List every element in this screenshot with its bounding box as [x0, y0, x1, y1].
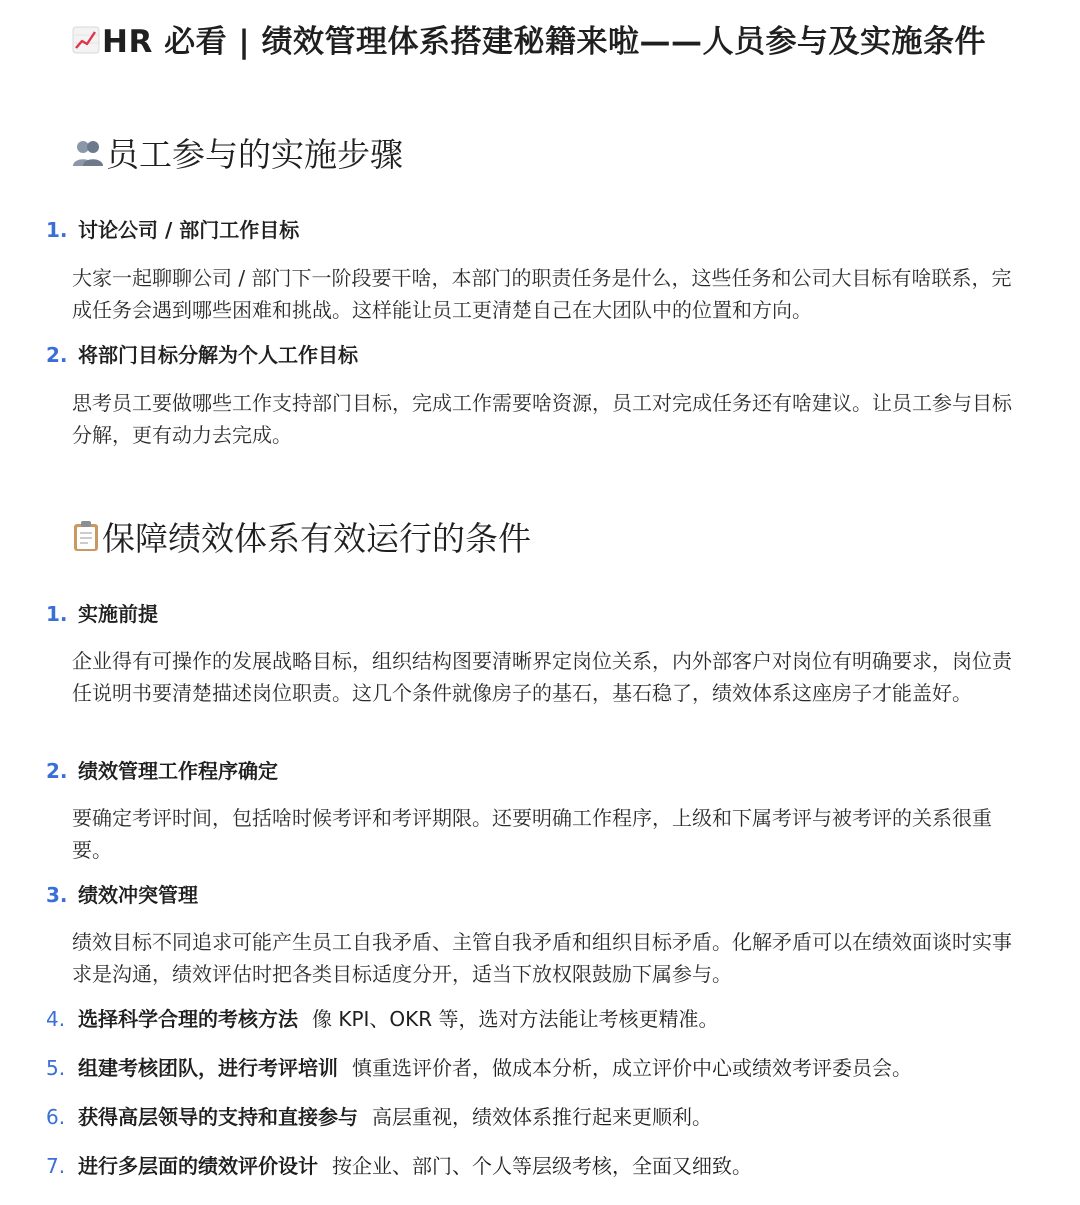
list-item-inline-text: 慎重选评价者，做成本分析，成立评价中心或绩效考评委员会。: [352, 1056, 912, 1080]
list-number: 7.: [46, 1154, 66, 1178]
list-item-title: 绩效冲突管理: [78, 883, 198, 907]
section-heading-text: 保障绩效体系有效运行的条件: [102, 519, 531, 558]
list-number: 1.: [46, 602, 68, 626]
list-item-title: 将部门目标分解为个人工作目标: [78, 343, 358, 367]
list-item-title: 获得高层领导的支持和直接参与: [78, 1105, 358, 1129]
section-heading-participation: [72, 132, 403, 180]
list-item-header: [46, 216, 299, 244]
list-item-title: 进行多层面的绩效评价设计: [78, 1154, 318, 1178]
list-item-body: 绩效目标不同追求可能产生员工自我矛盾、主管自我矛盾和组织目标矛盾。化解矛盾可以在绩效面谈时实事求是沟通，绩效评估时把各类目标适度分开，适当下放权限鼓励下属参与。: [72, 930, 1012, 986]
list-item-body: 大家一起聊聊公司 / 部门下一阶段要干啥，本部门的职责任务是什么，这些任务和公司大目标有啥联系，完成任务会遇到哪些困难和挑战。这样能让员工更清楚自己在大团队中的位置和方向。: [72, 266, 1012, 322]
list-number: 1.: [46, 218, 68, 242]
list-item-header: [46, 1005, 719, 1033]
list-item-header: [46, 881, 198, 909]
list-item-body: 企业得有可操作的发展战略目标，组织结构图要清晰界定岗位关系，内外部客户对岗位有明确要求，岗位责任说明书要清楚描述岗位职责。这几个条件就像房子的基石，基石稳了，绩效体系这座房子才能盖好。: [72, 649, 1012, 705]
list-item-body: 思考员工要做哪些工作支持部门目标，完成工作需要啥资源，员工对完成任务还有啥建议。让员工参与目标分解，更有动力去完成。: [72, 391, 1012, 447]
list-item-header: [46, 600, 158, 628]
list-item-title: 绩效管理工作程序确定: [78, 759, 278, 783]
list-item-inline-text: 高层重视，绩效体系推行起来更顺利。: [372, 1105, 712, 1129]
list-number: 3.: [46, 883, 68, 907]
list-item-inline-text: 像 KPI、OKR 等，选对方法能让考核更精准。: [312, 1007, 719, 1031]
list-number: 2.: [46, 343, 68, 367]
list-item-header: [46, 1054, 912, 1082]
list-number: 4.: [46, 1007, 66, 1031]
list-item-title: 实施前提: [78, 602, 158, 626]
people-icon: [72, 134, 104, 180]
list-item-inline-text: 按企业、部门、个人等层级考核，全面又细致。: [332, 1154, 752, 1178]
list-number: 5.: [46, 1056, 66, 1080]
clipboard-icon: [72, 518, 100, 564]
list-item-title: 讨论公司 / 部门工作目标: [78, 218, 300, 242]
list-item-body: 要确定考评时间，包括啥时候考评和考评期限。还要明确工作程序，上级和下属考评与被考评的关系很重要。: [72, 806, 992, 862]
list-number: 2.: [46, 759, 68, 783]
list-item-title: 选择科学合理的考核方法: [78, 1007, 298, 1031]
list-item-title: 组建考核团队，进行考评培训: [78, 1056, 338, 1080]
list-item-header: [46, 1103, 712, 1131]
title-text: HR 必看 | 绩效管理体系搭建秘籍来啦——人员参与及实施条件: [102, 24, 987, 60]
list-item-header: [46, 341, 358, 369]
section-heading-text: 员工参与的实施步骤: [106, 135, 403, 174]
list-number: 6.: [46, 1105, 66, 1129]
chart-increasing-icon: [72, 22, 100, 66]
section-heading-conditions: [72, 516, 531, 564]
page-title: [72, 20, 986, 66]
list-item-header: [46, 757, 278, 785]
list-item-header: [46, 1152, 752, 1180]
